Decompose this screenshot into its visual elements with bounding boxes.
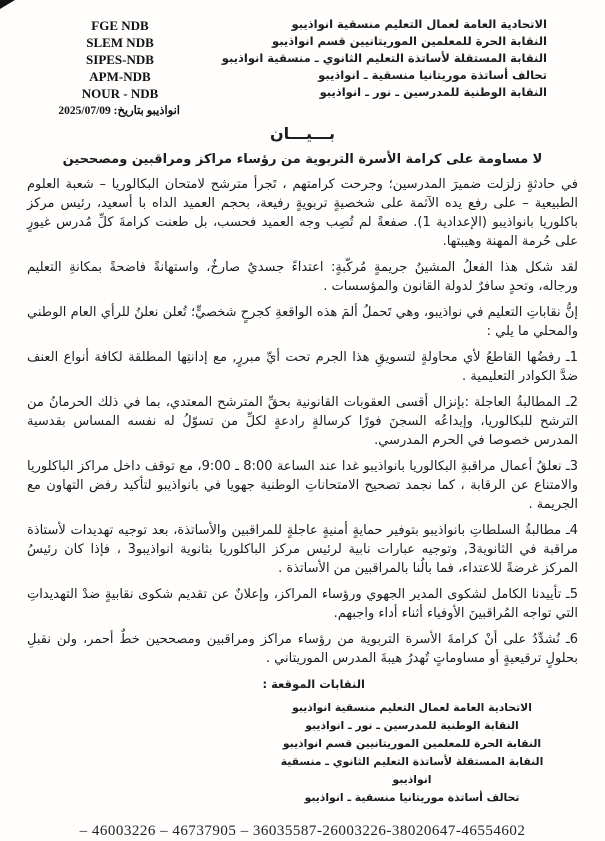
body-paragraph: في حادثةٍ زلزلت ضميرَ المدرسين؛ وجرحت كرامتهم ، تَجرأ مترشح لامتحان البكالوريا – شعبة العلوم الطبيعية – على رفع يده الآثمة على شخصيةٍ تربويةٍ رفيعة، بحجم العميد الداه با أسعيد، رئيس مركز باكلوريا بانواذيبو (الإعدادية 1). صفعةً لم تُصِب وجه العميد فحسب، بل طعنت كرامةَ كلِّ مُدرس غيورٍ على حُرمة المهنة وهيبتها. xyxy=(27,177,578,249)
signatures-list xyxy=(277,699,547,807)
union-abbr-line: SIPES-NDB xyxy=(86,52,154,67)
union-abbr-line: FGE NDB xyxy=(91,18,149,33)
statement-title: بـــيـــان xyxy=(269,124,335,143)
letterhead xyxy=(0,0,605,120)
union-names-arabic xyxy=(222,16,547,101)
body-item: 1ـ رفضُها القاطعُ لأي محاولةٍ لتسويقِ هذا الجرم تحت أيِّ مبررٍ, مع إدانتِها المطلقة لكافة أنواع العنف ضدَّ الكوادر التعليمية . xyxy=(27,350,578,384)
union-abbr-line: SLEM NDB xyxy=(86,35,154,50)
union-name-line: تحالف أساتذة موريتانيا منسقية ـ انواذيبو xyxy=(318,68,547,82)
union-name-line: النقابة المستقلة لأساتذة التعليم الثانوي ـ منسقية انواذيبو xyxy=(221,51,547,65)
body-item: 2ـ المطالبةُ العاجلة :بإنزال أقسى العقوبات القانونية بحقِّ المترشح المعتدي، بما في ذلك الحرمانُ من الترشح للبكالوريا، وإيداعُه السجنَ فورًا كرسالةٍ رادعةٍ لكلِّ من تسوّلُ له نفسه المساس بقدسية المدرس خصوصا في الحرم المدرسي. xyxy=(27,395,578,448)
signature-line: الاتحادية العامة لعمال التعليم منسقية انواذيبو xyxy=(292,701,532,714)
signature-line: النقابة الوطنية للمدرسين ـ نور ـ انواذيبو xyxy=(305,719,519,732)
statement-headline: لا مساومة على كرامة الأسرة التربوية من رؤساء مراكز ومراقبين ومصححين xyxy=(62,152,543,167)
signature-line: النقابة المستقلة لأساتذة التعليم الثانوي ـ منسقية انواذيبو xyxy=(280,755,544,786)
union-abbreviations xyxy=(60,16,180,120)
body-item: 4ـ مطالبةُ السلطاتِ بانواذيبو بتوفير حمايةٍ أمنيةٍ عاجلةٍ للمراقبين والأساتذة، بعد توجيه تهديدات لأستاذة مراقبة في الثانوية3, وتوجيه عبارات نابية لرئيس مركز الباكلوريا بثانوية انواذيبو3 ، فإذا كان رئيسُ المركز غرضةً للاعتداء، فما بالُنا بالمراقبين من الأساتذة . xyxy=(27,523,578,576)
scan-artifact xyxy=(0,0,15,9)
body-item: 6ـ نُشدِّدُ على أنْ كرامةَ الأسرة التربوية من رؤساء مراكز ومراقبين ومصححين خطٌ أحمر، ولن نقبلِ بحلولٍ ترقيعيةٍ أو مساوماتٍ تُهدرُ هيبةَ المدرس الموريتاني . xyxy=(27,632,578,666)
signature-line: تحالف أساتذة موريتانيا منسقية ـ انواذيبو xyxy=(304,791,520,804)
union-abbr-line: APM-NDB xyxy=(89,69,151,84)
signatures-label: النقابات الموقعة : xyxy=(262,677,365,691)
date-line: انواذيبو بتاريخ: 2025/07/09 xyxy=(58,105,180,117)
signature-line: النقابة الحرة للمعلمين الموريتانيين قسم انواذيبو xyxy=(282,737,542,750)
body-paragraph: لقد شكل هذا الفعلُ المشينُ جريمةٍ مُركّبةٍ: اعتداءً جسديٌ صارخٌ، واستهانةً فاضحةً بمكانةِ التعليم ورجاله، وتحدٍ سافرٌ لدولة القانون والمؤسسات . xyxy=(27,260,578,294)
union-abbr-line: NOUR - NDB xyxy=(81,86,159,101)
phone-numbers: – 46003226 – 46737905 – 36035587-26003226-38020647-46554602 xyxy=(79,823,526,839)
union-name-line: الاتحادية العامة لعمال التعليم منسقية انواذيبو xyxy=(291,17,547,31)
body-item: 5ـ تأييدنا الكامل لشكوى المدير الجهوي ورؤساء المراكز، وإعلانٌ عن تقديم شكوى نقابيةٍ ضدْ التهديداتِ التي تواجه المُراقبينَ الأوفياء أثناء أداء واجبهم. xyxy=(27,587,578,621)
body-paragraph: إنُّ نقاباتِ التعليم في نواذيبو، وهي تَحملُ ألمَ هذه الواقعةِ كجرحٍ شخصيٍّ؛ تُعلن نعلنُ للرأي العام الوطني والمحلي ما يلي : xyxy=(27,305,578,339)
union-name-line: النقابة الحرة للمعلمين الموريتانيين قسم انواذيبو xyxy=(272,34,547,48)
union-name-line: النقابة الوطنية للمدرسين ـ نور ـ انواذيبو xyxy=(319,85,547,99)
statement-body xyxy=(0,167,605,668)
body-item: 3ـ نعلقُ أعمال مراقبةِ البكالوريا بانواذيبو غدا عند الساعة 8:00 ـ 9:00، مع توقف داخل مراكز الباكلوريا والامتناع عن الرقابة ، كما نجمد تصحيح الامتحاناتِ الوطنية جهويا في بانواذيبو لتأكيد رفض التهاون مع الجريمة . xyxy=(27,459,579,512)
